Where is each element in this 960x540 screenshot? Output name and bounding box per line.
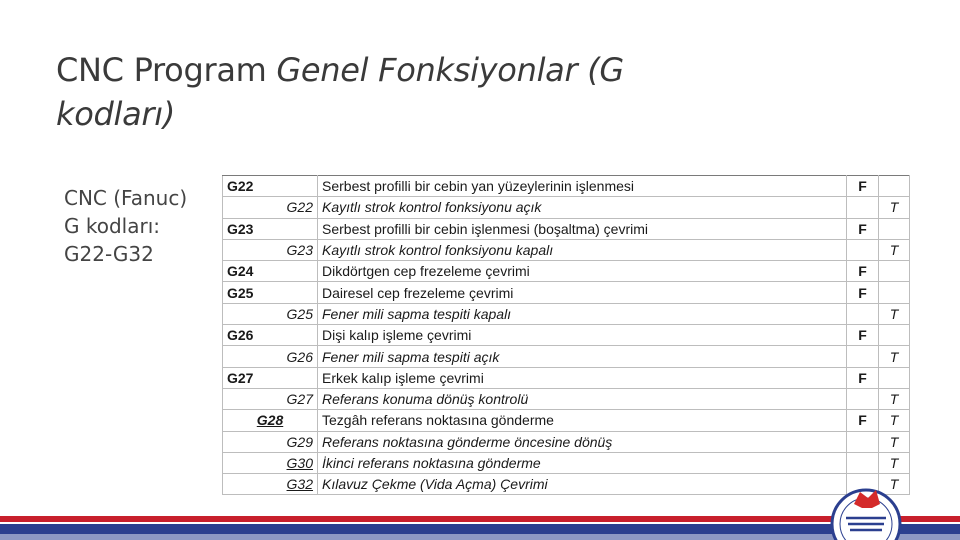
g-code-cell xyxy=(223,176,318,197)
t-flag-cell xyxy=(879,367,910,388)
description-cell: Referans konuma dönüş kontrolü xyxy=(318,388,847,409)
t-flag-cell: T xyxy=(879,303,910,324)
f-flag-cell xyxy=(847,303,879,324)
t-flag-cell xyxy=(879,282,910,303)
f-flag-cell: F xyxy=(847,261,879,282)
description-cell: Fener mili sapma tespiti kapalı xyxy=(318,303,847,324)
t-flag-cell: T xyxy=(879,410,910,431)
side-caption-line-1: CNC (Fanuc) xyxy=(64,186,188,210)
t-flag-cell xyxy=(879,218,910,239)
f-flag-cell: F xyxy=(847,367,879,388)
table-row xyxy=(223,367,910,388)
g-code-label: G26 xyxy=(286,348,313,365)
description-cell: Serbest profilli bir cebin yan yüzeylerinin işlenmesi xyxy=(318,176,847,197)
g-code-label: G30 xyxy=(286,455,313,471)
description-cell: Serbest profilli bir cebin işlenmesi (boşaltma) çevrimi xyxy=(318,218,847,239)
g-code-label: G24 xyxy=(227,263,254,280)
table-row xyxy=(223,176,910,197)
footer-red-stripe xyxy=(0,516,960,522)
slide-title xyxy=(56,48,696,136)
f-flag-cell xyxy=(847,431,879,452)
g-code-cell xyxy=(223,218,318,239)
side-caption xyxy=(64,184,214,268)
t-flag-cell: T xyxy=(879,346,910,367)
table-row xyxy=(223,261,910,282)
t-flag-cell xyxy=(879,176,910,197)
g-code-cell xyxy=(223,367,318,388)
table-row xyxy=(223,239,910,260)
table-row xyxy=(223,346,910,367)
table-row xyxy=(223,218,910,239)
description-cell: Dişi kalıp işleme çevrimi xyxy=(318,325,847,346)
g-code-label: G27 xyxy=(286,391,313,408)
title-part-1: CNC Program xyxy=(56,51,277,89)
g-code-table xyxy=(222,175,910,495)
description-cell: Kılavuz Çekme (Vida Açma) Çevrimi xyxy=(318,474,847,495)
footer-blue-stripe xyxy=(0,524,960,534)
title-part-3: kodları) xyxy=(56,95,176,133)
f-flag-cell xyxy=(847,388,879,409)
f-flag-cell: F xyxy=(847,218,879,239)
table-row xyxy=(223,325,910,346)
t-flag-cell: T xyxy=(879,431,910,452)
description-cell: Tezgâh referans noktasına gönderme xyxy=(318,410,847,431)
g-code-cell xyxy=(223,261,318,282)
description-cell: Referans noktasına gönderme öncesine dönüş xyxy=(318,431,847,452)
f-flag-cell xyxy=(847,239,879,260)
g-code-cell xyxy=(223,325,318,346)
g-code-cell xyxy=(223,410,318,431)
t-flag-cell: T xyxy=(879,239,910,260)
g-code-cell xyxy=(223,452,318,473)
t-flag-cell: T xyxy=(879,474,910,495)
side-caption-line-2: G kodları: xyxy=(64,214,160,238)
description-cell: Dikdörtgen cep frezeleme çevrimi xyxy=(318,261,847,282)
g-code-label: G29 xyxy=(286,433,313,450)
g-code-label: G23 xyxy=(286,242,313,259)
g-code-cell xyxy=(223,474,318,495)
f-flag-cell: F xyxy=(847,410,879,431)
g-code-label: G32 xyxy=(286,476,313,493)
g-code-label: G22 xyxy=(227,178,254,195)
f-flag-cell xyxy=(847,346,879,367)
t-flag-cell: T xyxy=(879,388,910,409)
g-code-table-body xyxy=(223,176,910,495)
table-row xyxy=(223,282,910,303)
description-cell: Kayıtlı strok kontrol fonksiyonu açık xyxy=(318,197,847,218)
g-code-label: G26 xyxy=(227,327,254,344)
table-row xyxy=(223,410,910,431)
f-flag-cell: F xyxy=(847,325,879,346)
f-flag-cell: F xyxy=(847,176,879,197)
g-code-cell xyxy=(223,197,318,218)
table-row xyxy=(223,452,910,473)
table-row xyxy=(223,303,910,324)
description-cell: Fener mili sapma tespiti açık xyxy=(318,346,847,367)
g-code-label: G22 xyxy=(286,199,313,216)
g-code-label: G28 xyxy=(256,412,284,429)
g-code-cell xyxy=(223,346,318,367)
t-flag-cell: T xyxy=(879,452,910,473)
g-code-label: G25 xyxy=(227,284,254,301)
university-seal-icon xyxy=(824,484,908,540)
g-code-label: G27 xyxy=(227,369,254,386)
g-code-label: G25 xyxy=(286,305,313,322)
t-flag-cell xyxy=(879,261,910,282)
title-part-2: Genel Fonksiyonlar (G xyxy=(276,51,624,89)
f-flag-cell xyxy=(847,452,879,473)
g-code-cell xyxy=(223,431,318,452)
side-caption-line-3: G22-G32 xyxy=(64,242,154,266)
table-row xyxy=(223,431,910,452)
description-cell: Kayıtlı strok kontrol fonksiyonu kapalı xyxy=(318,239,847,260)
table-row xyxy=(223,388,910,409)
table-row xyxy=(223,474,910,495)
f-flag-cell: F xyxy=(847,282,879,303)
t-flag-cell: T xyxy=(879,197,910,218)
footer-light-stripe xyxy=(0,534,960,540)
g-code-cell xyxy=(223,388,318,409)
g-code-cell xyxy=(223,239,318,260)
g-code-cell xyxy=(223,303,318,324)
description-cell: Dairesel cep frezeleme çevrimi xyxy=(318,282,847,303)
g-code-cell xyxy=(223,282,318,303)
table-row xyxy=(223,197,910,218)
description-cell: İkinci referans noktasına gönderme xyxy=(318,452,847,473)
f-flag-cell xyxy=(847,197,879,218)
description-cell: Erkek kalıp işleme çevrimi xyxy=(318,367,847,388)
t-flag-cell xyxy=(879,325,910,346)
g-code-label: G23 xyxy=(227,220,254,237)
